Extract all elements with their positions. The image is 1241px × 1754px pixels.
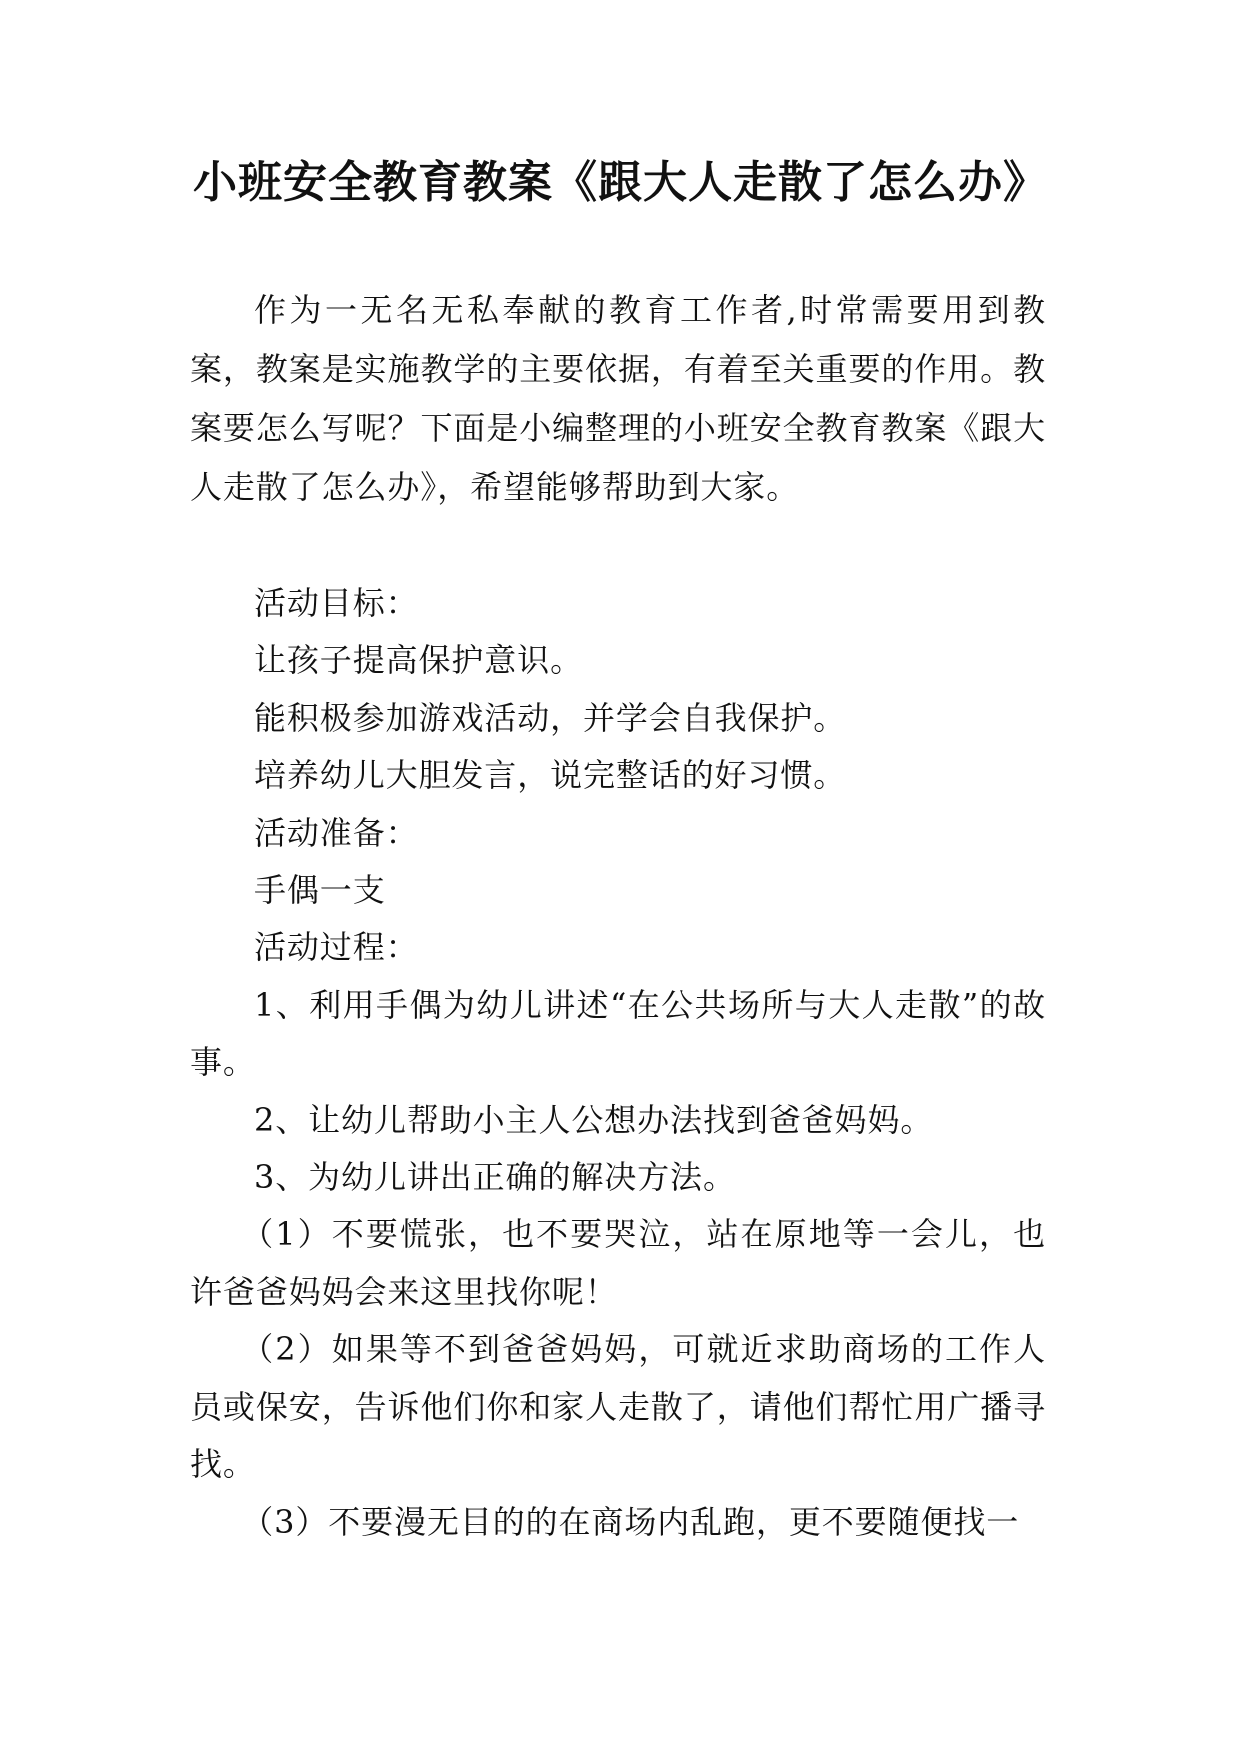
section-heading-goals: 活动目标： — [254, 584, 419, 622]
solution-item: （3）不要漫无目的的在商场内乱跑，更不要随便找一 — [241, 1502, 1020, 1541]
solution-item: （2）如果等不到爸爸妈妈，可就近求助商场的工作人员或保安，告诉他们你和家人走散了，请他们帮忙用广播寻找。 — [190, 1330, 1046, 1484]
lesson-body — [190, 575, 1046, 1551]
process-step: 3、为幼儿讲出正确的解决方法。 — [254, 1158, 736, 1197]
section-heading-preparation: 活动准备： — [254, 813, 419, 852]
process-step: 2、让幼儿帮助小主人公想办法找到爸爸妈妈。 — [254, 1100, 934, 1139]
preparation-item: 手偶一支 — [254, 871, 386, 910]
goal-item: 培养幼儿大胆发言，说完整话的好习惯。 — [254, 756, 847, 795]
document-title: 小班安全教育教案《跟大人走散了怎么办》 — [193, 157, 1048, 208]
process-step: 1、利用手偶为幼儿讲述“在公共场所与大人走散”的故事。 — [190, 985, 1046, 1082]
solution-item: （1）不要慌张，也不要哭泣，站在原地等一会儿，也许爸爸妈妈会来这里找你呢！ — [190, 1215, 1046, 1311]
section-heading-process: 活动过程： — [254, 928, 419, 967]
goal-item: 让孩子提高保护意识。 — [254, 641, 584, 680]
goal-item: 能积极参加游戏活动，并学会自我保护。 — [254, 698, 847, 737]
intro-paragraph: 作为一无名无私奉献的教育工作者,时常需要用到教案，教案是实施教学的主要依据，有着至关重要的作用。教案要怎么写呢？下面是小编整理的小班安全教育教案《跟大人走散了怎么办》，希望能够帮助到大家。 — [190, 291, 1046, 506]
